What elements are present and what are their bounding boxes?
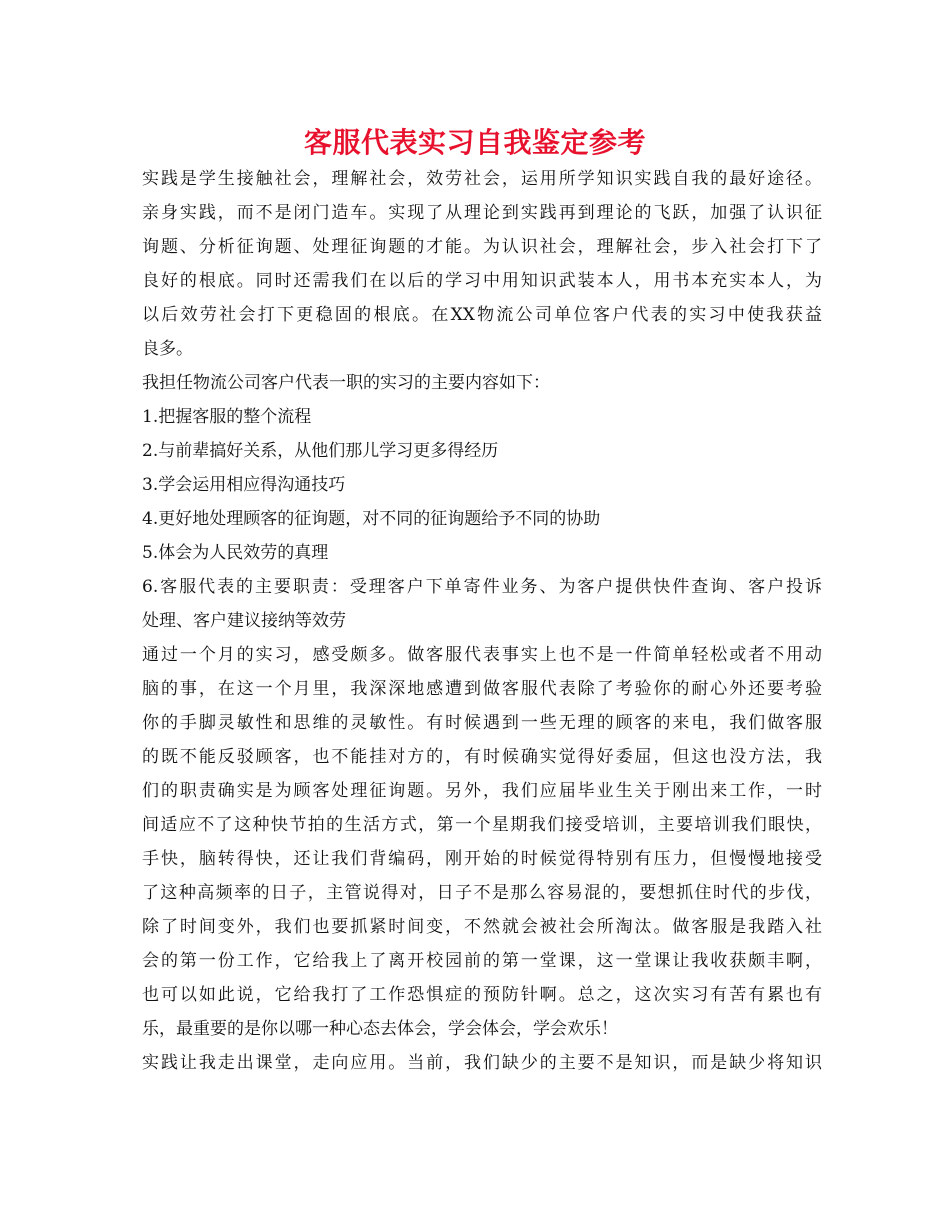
text-line: 处理、客户建议接纳等效劳 bbox=[142, 611, 346, 631]
document-body bbox=[142, 162, 822, 1080]
text-line: 会的第一份工作，它给我上了离开校园前的第一堂课，这一堂课让我收获颇丰啊， bbox=[142, 951, 822, 971]
text-line: 3.学会运用相应得沟通技巧 bbox=[142, 475, 346, 495]
text-line: 亲身实践，而不是闭门造车。实现了从理论到实践再到理论的飞跃，加强了认识征 bbox=[142, 203, 822, 223]
text-line: 实践让我走出课堂，走向应用。当前，我们缺少的主要不是知识，而是缺少将知识 bbox=[142, 1053, 822, 1073]
text-line: 良多。 bbox=[142, 339, 193, 359]
text-line: 也可以如此说，它给我打了工作恐惧症的预防针啊。总之，这次实习有苦有累也有 bbox=[142, 985, 822, 1005]
text-line: 我担任物流公司客户代表一职的实习的主要内容如下： bbox=[142, 373, 550, 393]
text-line: 脑的事，在这一个月里，我深深地感遭到做客服代表除了考验你的耐心外还要考验 bbox=[142, 679, 822, 699]
text-line: 的既不能反驳顾客，也不能挂对方的，有时候确实觉得好委屈，但这也没方法，我 bbox=[142, 747, 822, 767]
text-line: 间适应不了这种快节拍的生活方式，第一个星期我们接受培训，主要培训我们眼快， bbox=[142, 815, 822, 835]
text-line: 4.更好地处理顾客的征询题，对不同的征询题给予不同的协助 bbox=[142, 509, 601, 529]
text-line: 了这种高频率的日子，主管说得对，日子不是那么容易混的，要想抓住时代的步伐， bbox=[142, 883, 822, 903]
text-line: 乐，最重要的是你以哪一种心态去体会，学会体会，学会欢乐！ bbox=[142, 1019, 618, 1039]
text-line: 询题、分析征询题、处理征询题的才能。为认识社会，理解社会，步入社会打下了 bbox=[142, 237, 822, 257]
text-line: 们的职责确实是为顾客处理征询题。另外，我们应届毕业生关于刚出来工作，一时 bbox=[142, 781, 822, 801]
text-line: 手快，脑转得快，还让我们背编码，刚开始的时候觉得特别有压力，但慢慢地接受 bbox=[142, 849, 822, 869]
document-title: 客服代表实习自我鉴定参考 bbox=[303, 126, 646, 159]
text-line: 良好的根底。同时还需我们在以后的学习中用知识武装本人，用书本充实本人，为 bbox=[142, 271, 822, 291]
text-line: 实践是学生接触社会，理解社会，效劳社会，运用所学知识实践自我的最好途径。 bbox=[142, 169, 822, 189]
text-line: 6.客服代表的主要职责：受理客户下单寄件业务、为客户提供快件查询、客户投诉 bbox=[142, 577, 822, 597]
text-line: 2.与前辈搞好关系，从他们那儿学习更多得经历 bbox=[142, 441, 499, 461]
text-line: 以后效劳社会打下更稳固的根底。在XX物流公司单位客户代表的实习中使我获益 bbox=[142, 305, 822, 325]
text-line: 除了时间变外，我们也要抓紧时间变，不然就会被社会所淘汰。做客服是我踏入社 bbox=[142, 917, 822, 937]
text-line: 1.把握客服的整个流程 bbox=[142, 407, 312, 427]
text-line: 通过一个月的实习，感受颇多。做客服代表事实上也不是一件简单轻松或者不用动 bbox=[142, 645, 822, 665]
text-line: 5.体会为人民效劳的真理 bbox=[142, 543, 329, 563]
text-line: 你的手脚灵敏性和思维的灵敏性。有时候遇到一些无理的顾客的来电，我们做客服 bbox=[142, 713, 822, 733]
